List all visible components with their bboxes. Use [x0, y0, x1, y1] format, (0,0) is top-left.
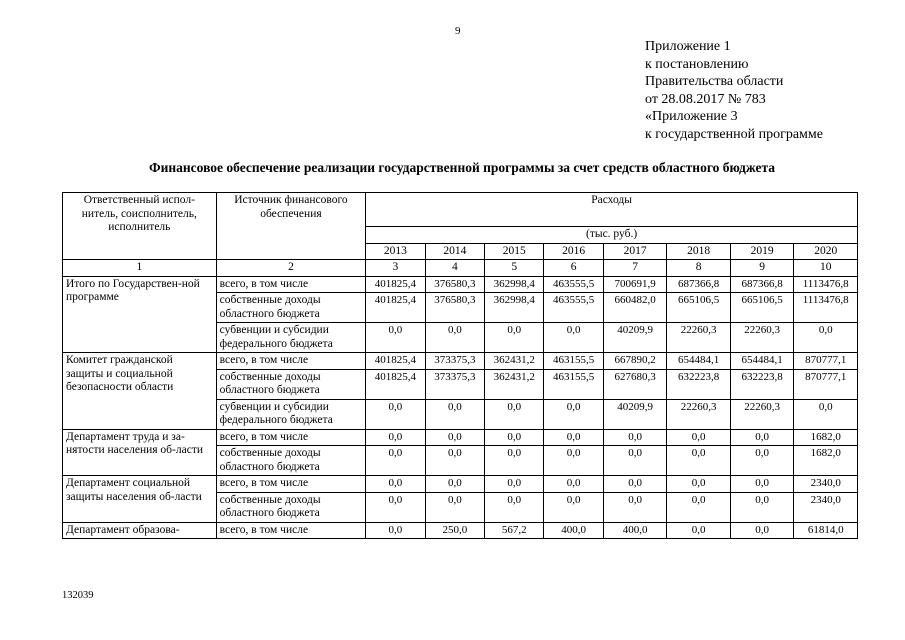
value-cell: 0,0 — [730, 429, 794, 446]
value-cell: 0,0 — [425, 446, 484, 476]
appendix-line: от 28.08.2017 № 783 — [645, 91, 766, 107]
value-cell: 567,2 — [485, 522, 544, 539]
source-cell: субвенции и субсидии федерального бюджета — [216, 399, 366, 429]
header-year: 2013 — [366, 243, 425, 260]
value-cell: 870777,1 — [794, 353, 858, 370]
page-number: 9 — [455, 25, 461, 37]
source-cell: всего, в том числе — [216, 522, 366, 539]
value-cell: 22260,3 — [730, 399, 794, 429]
value-cell: 463555,5 — [544, 293, 603, 323]
value-cell: 0,0 — [485, 446, 544, 476]
value-cell: 1113476,8 — [794, 293, 858, 323]
table-row — [63, 429, 858, 446]
source-cell: субвенции и субсидии федерального бюджета — [216, 323, 366, 353]
value-cell: 0,0 — [544, 492, 603, 522]
value-cell: 870777,1 — [794, 369, 858, 399]
footer-code: 132039 — [62, 590, 94, 601]
header-column-number: 10 — [794, 260, 858, 277]
value-cell: 0,0 — [603, 492, 667, 522]
value-cell: 401825,4 — [366, 276, 425, 293]
executor-cell: Комитет гражданской защиты и социальной безопасности области — [63, 353, 217, 430]
value-cell: 2340,0 — [794, 476, 858, 493]
value-cell: 401825,4 — [366, 293, 425, 323]
header-year: 2020 — [794, 243, 858, 260]
table-row — [63, 276, 858, 293]
value-cell: 373375,3 — [425, 369, 484, 399]
value-cell: 0,0 — [485, 399, 544, 429]
value-cell: 362431,2 — [485, 369, 544, 399]
value-cell: 632223,8 — [667, 369, 731, 399]
source-cell: всего, в том числе — [216, 276, 366, 293]
value-cell: 0,0 — [485, 429, 544, 446]
header-year: 2018 — [667, 243, 731, 260]
header-column-number: 5 — [485, 260, 544, 277]
header-column-number: 8 — [667, 260, 731, 277]
value-cell: 700691,9 — [603, 276, 667, 293]
value-cell: 660482,0 — [603, 293, 667, 323]
value-cell: 0,0 — [667, 492, 731, 522]
value-cell: 0,0 — [366, 323, 425, 353]
header-column-number: 3 — [366, 260, 425, 277]
value-cell: 22260,3 — [667, 399, 731, 429]
value-cell: 400,0 — [544, 522, 603, 539]
value-cell: 0,0 — [485, 492, 544, 522]
value-cell: 0,0 — [730, 476, 794, 493]
source-cell: собственные доходы областного бюджета — [216, 492, 366, 522]
value-cell: 0,0 — [730, 492, 794, 522]
value-cell: 0,0 — [425, 399, 484, 429]
value-cell: 401825,4 — [366, 353, 425, 370]
header-column-number: 1 — [63, 260, 217, 277]
header-year: 2017 — [603, 243, 667, 260]
value-cell: 0,0 — [425, 323, 484, 353]
value-cell: 654484,1 — [667, 353, 731, 370]
value-cell: 373375,3 — [425, 353, 484, 370]
header-year: 2014 — [425, 243, 484, 260]
value-cell: 1682,0 — [794, 429, 858, 446]
value-cell: 61814,0 — [794, 522, 858, 539]
financing-table — [62, 192, 858, 539]
header-year: 2016 — [544, 243, 603, 260]
header-column-number: 7 — [603, 260, 667, 277]
value-cell: 0,0 — [366, 492, 425, 522]
value-cell: 40209,9 — [603, 399, 667, 429]
source-cell: собственные доходы областного бюджета — [216, 446, 366, 476]
value-cell: 0,0 — [544, 323, 603, 353]
appendix-line: Приложение 1 — [645, 39, 731, 54]
value-cell: 0,0 — [667, 476, 731, 493]
value-cell: 463155,5 — [544, 353, 603, 370]
value-cell: 0,0 — [794, 323, 858, 353]
executor-cell: Департамент образова- — [63, 522, 217, 539]
executor-cell: Департамент социальной защиты населения об-ласти — [63, 476, 217, 523]
source-cell: всего, в том числе — [216, 429, 366, 446]
header-executor: Ответственный испол-нитель, соисполнитель, исполнитель — [63, 193, 217, 260]
value-cell: 0,0 — [366, 522, 425, 539]
table-header — [63, 193, 858, 277]
value-cell: 0,0 — [544, 446, 603, 476]
value-cell: 250,0 — [425, 522, 484, 539]
table-body — [63, 276, 858, 539]
appendix-line: Правительства области — [645, 74, 784, 90]
header-units: (тыс. руб.) — [366, 227, 858, 244]
source-cell: собственные доходы областного бюджета — [216, 369, 366, 399]
value-cell: 0,0 — [485, 476, 544, 493]
appendix-block — [645, 38, 823, 144]
table-row — [63, 476, 858, 493]
document-title: Финансовое обеспечение реализации государственной программы за счет средств областного бюджета — [148, 160, 776, 175]
appendix-line: к государственной программе — [645, 126, 823, 142]
value-cell: 0,0 — [544, 399, 603, 429]
value-cell: 687366,8 — [667, 276, 731, 293]
value-cell: 376580,3 — [425, 276, 484, 293]
value-cell: 0,0 — [730, 446, 794, 476]
appendix-line: к постановлению — [645, 56, 749, 72]
value-cell: 0,0 — [603, 476, 667, 493]
header-year: 2019 — [730, 243, 794, 260]
header-year: 2015 — [485, 243, 544, 260]
value-cell: 0,0 — [544, 429, 603, 446]
value-cell: 0,0 — [366, 429, 425, 446]
value-cell: 1682,0 — [794, 446, 858, 476]
value-cell: 632223,8 — [730, 369, 794, 399]
value-cell: 687366,8 — [730, 276, 794, 293]
value-cell: 0,0 — [425, 476, 484, 493]
value-cell: 401825,4 — [366, 369, 425, 399]
value-cell: 0,0 — [366, 399, 425, 429]
value-cell: 22260,3 — [730, 323, 794, 353]
value-cell: 665106,5 — [667, 293, 731, 323]
value-cell: 0,0 — [667, 446, 731, 476]
header-column-number: 6 — [544, 260, 603, 277]
value-cell: 0,0 — [425, 492, 484, 522]
value-cell: 0,0 — [667, 429, 731, 446]
source-cell: всего, в том числе — [216, 353, 366, 370]
table-row — [63, 353, 858, 370]
value-cell: 0,0 — [425, 429, 484, 446]
value-cell: 1113476,8 — [794, 276, 858, 293]
value-cell: 0,0 — [603, 429, 667, 446]
value-cell: 0,0 — [485, 323, 544, 353]
appendix-line: «Приложение 3 — [645, 109, 738, 125]
value-cell: 0,0 — [366, 446, 425, 476]
value-cell: 665106,5 — [730, 293, 794, 323]
value-cell: 40209,9 — [603, 323, 667, 353]
value-cell: 0,0 — [794, 399, 858, 429]
executor-cell: Департамент труда и за-нятости населения об-ласти — [63, 429, 217, 476]
value-cell: 627680,3 — [603, 369, 667, 399]
value-cell: 463555,5 — [544, 276, 603, 293]
column-numbers-row — [63, 260, 858, 277]
header-column-number: 2 — [216, 260, 366, 277]
header-source: Источник финансового обеспечения — [216, 193, 366, 260]
value-cell: 0,0 — [366, 476, 425, 493]
value-cell: 0,0 — [667, 522, 731, 539]
value-cell: 376580,3 — [425, 293, 484, 323]
source-cell: всего, в том числе — [216, 476, 366, 493]
value-cell: 362998,4 — [485, 293, 544, 323]
header-expenses: Расходы — [366, 193, 858, 227]
table-row — [63, 522, 858, 539]
executor-cell: Итого по Государствен-ной программе — [63, 276, 217, 353]
header-column-number: 4 — [425, 260, 484, 277]
value-cell: 400,0 — [603, 522, 667, 539]
value-cell: 0,0 — [603, 446, 667, 476]
value-cell: 362431,2 — [485, 353, 544, 370]
value-cell: 362998,4 — [485, 276, 544, 293]
value-cell: 0,0 — [544, 476, 603, 493]
value-cell: 463155,5 — [544, 369, 603, 399]
value-cell: 0,0 — [730, 522, 794, 539]
value-cell: 667890,2 — [603, 353, 667, 370]
value-cell: 2340,0 — [794, 492, 858, 522]
source-cell: собственные доходы областного бюджета — [216, 293, 366, 323]
value-cell: 22260,3 — [667, 323, 731, 353]
header-column-number: 9 — [730, 260, 794, 277]
value-cell: 654484,1 — [730, 353, 794, 370]
